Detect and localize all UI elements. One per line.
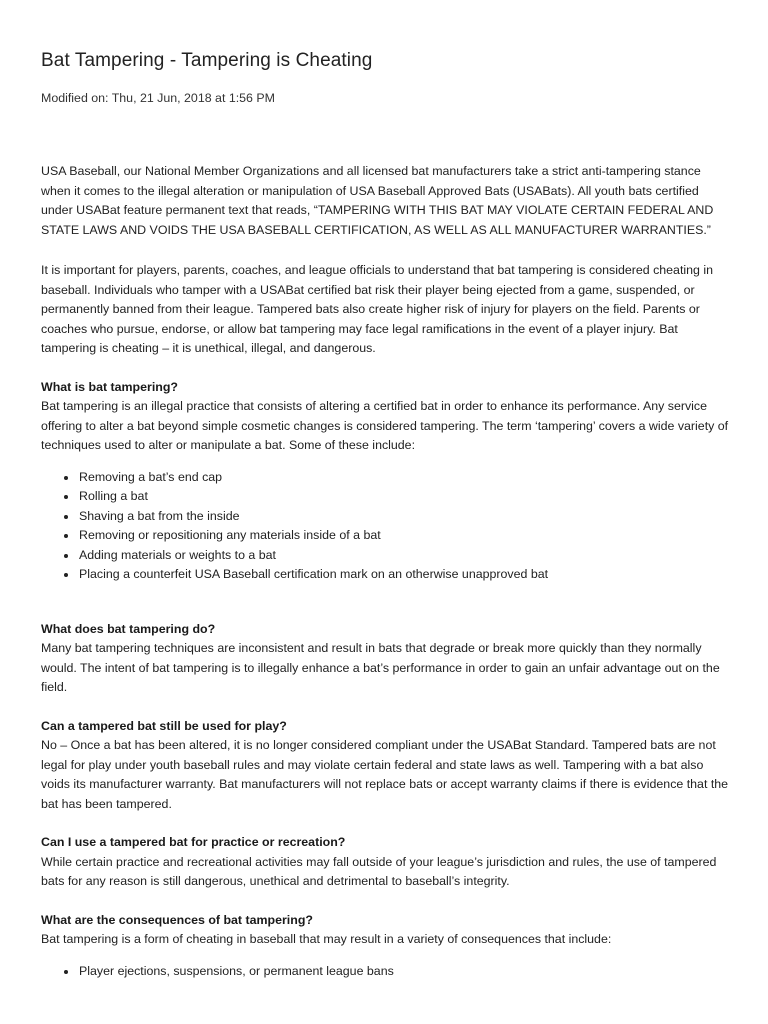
techniques-list [41,468,731,585]
page-title: Bat Tampering - Tampering is Cheating [41,50,373,71]
consequences-list [41,962,731,982]
section-heading: Can a tampered bat still be used for play? [41,718,287,733]
section-consequences [41,911,731,982]
intro-paragraph: USA Baseball, our National Member Organizations and all licensed bat manufacturers take a strict anti-tampering stance when it comes to the illegal alteration or manipulation of USA Baseball Approved Bats (USABats). All youth bats certified under USABat feature permanent text that reads, “TAMPERING WITH THIS BAT MAY VIOLATE CERTAIN FEDERAL AND STATE LAWS AND VOIDS THE USA BASEBALL CERTIFICATION, AS WELL AS ALL MANUFACTURER WARRANTIES.” [41,164,714,237]
list-item: Placing a counterfeit USA Baseball certification mark on an otherwise unapproved bat [79,565,731,585]
article-body [41,162,731,981]
section-heading: What is bat tampering? [41,379,178,394]
list-item: Shaving a bat from the inside [79,507,731,527]
modified-date: Modified on: Thu, 21 Jun, 2018 at 1:56 PM [41,91,275,105]
section-practice [41,833,731,892]
section-what-is [41,378,731,585]
section-heading: Can I use a tampered bat for practice or recreation? [41,835,346,849]
list-item: Removing a bat’s end cap [79,468,731,488]
importance-paragraph: It is important for players, parents, coaches, and league officials to understand that bat tampering is considered cheating in baseball. Individuals who tamper with a USABat certified bat risk their player being ejected from a game, suspended, or permanently banned from their league. Tampered bats also create higher risk of injury for players on the field. Parents or coaches who pursue, endorse, or allow bat tampering may face legal ramifications in the event of a player injury. Bat tampering is cheating – it is unethical, illegal, and dangerous. [41,263,714,355]
section-body: Many bat tampering techniques are inconsistent and result in bats that degrade or break more quickly than they normally would. The intent of bat tampering is to illegally enhance a bat’s performance in order to gain an unfair advantage out on the field. [41,641,720,694]
list-item: Rolling a bat [79,487,731,507]
section-heading: What are the consequences of bat tampering? [41,912,313,927]
section-body: No – Once a bat has been altered, it is no longer considered compliant under the USABat Standard. Tampered bats are not legal for play under youth baseball rules and may violate certain federal and state laws as well. Tampering with a bat also voids its manufacturer warranty. Bat manufacturers will not replace bats or accept warranty claims if there is evidence that the bat has been tampered. [41,738,729,811]
list-item: Removing or repositioning any materials inside of a bat [79,526,731,546]
list-item: Adding materials or weights to a bat [79,546,731,566]
section-body: While certain practice and recreational activities may fall outside of your league’s jurisdiction and rules, the use of tampered bats for any reason is still dangerous, unethical and detrimental to baseball’s integrity. [41,854,717,888]
section-heading: What does bat tampering do? [41,621,216,636]
section-body: Bat tampering is an illegal practice that consists of altering a certified bat in order to enhance its performance. Any service offering to alter a bat beyond simple cosmetic changes is considered tampering. The term ‘tampering’ covers a wide variety of techniques used to alter or manipulate a bat. Some of these include: [41,399,729,452]
section-what-does [41,620,731,698]
list-item: Player ejections, suspensions, or permanent league bans [79,962,731,982]
section-body: Bat tampering is a form of cheating in baseball that may result in a variety of consequences that include: [41,932,612,946]
section-still-used [41,717,731,815]
